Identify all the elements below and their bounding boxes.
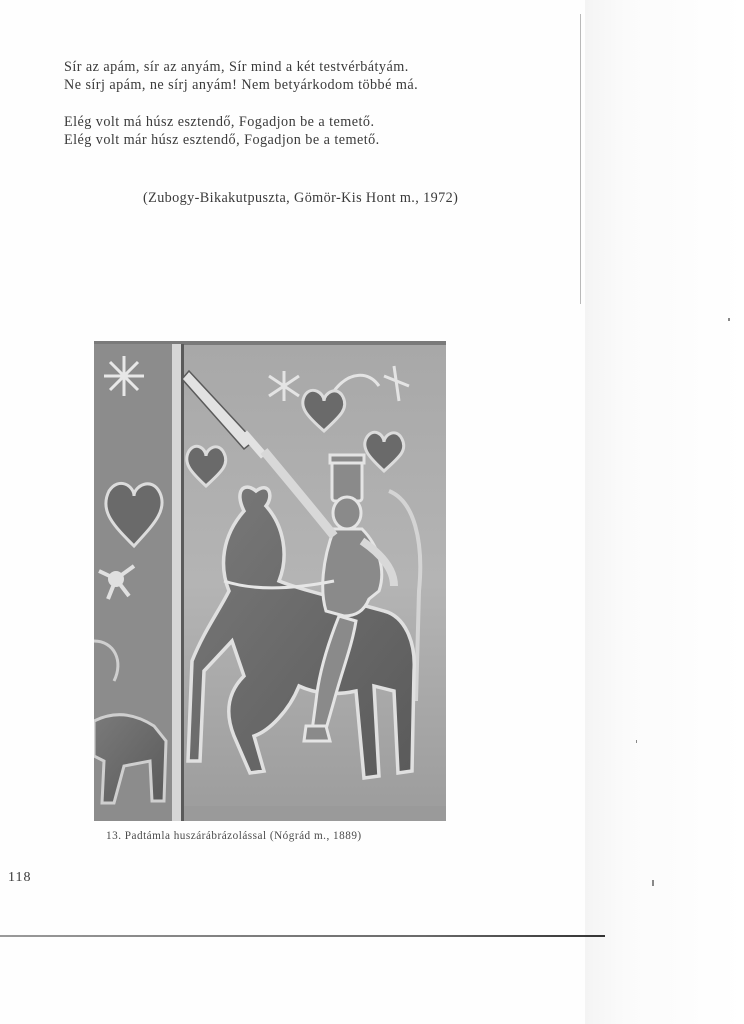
figure-caption: 13. Padtámla huszárábrázolással (Nógrád m., 1889) bbox=[106, 830, 362, 842]
poem-stanza-2 bbox=[64, 113, 574, 149]
poem-text bbox=[64, 58, 574, 168]
page-number: 118 bbox=[8, 870, 32, 885]
scan-speck bbox=[636, 740, 637, 743]
poem-line: Elég volt má húsz esztendő, Fogadjon be a temető. bbox=[64, 114, 375, 130]
scan-speck bbox=[652, 880, 654, 886]
poem-stanza-1 bbox=[64, 58, 574, 94]
poem-line: Ne sírj apám, ne sírj anyám! Nem betyárkodom többé má. bbox=[64, 77, 419, 93]
poem-line: Elég volt már húsz esztendő, Fogadjon be a temető. bbox=[64, 132, 380, 148]
page-bottom-edge bbox=[0, 935, 605, 937]
facing-page-margin bbox=[585, 0, 744, 1024]
page-gutter-line bbox=[580, 14, 581, 304]
carved-bench-back-photo bbox=[94, 341, 446, 821]
poem-source-citation: (Zubogy-Bikakutpuszta, Gömör-Kis Hont m., 1972) bbox=[143, 190, 459, 206]
scan-speck bbox=[728, 318, 730, 321]
poem-line: Sír az apám, sír az anyám, Sír mind a két testvérbátyám. bbox=[64, 59, 409, 75]
